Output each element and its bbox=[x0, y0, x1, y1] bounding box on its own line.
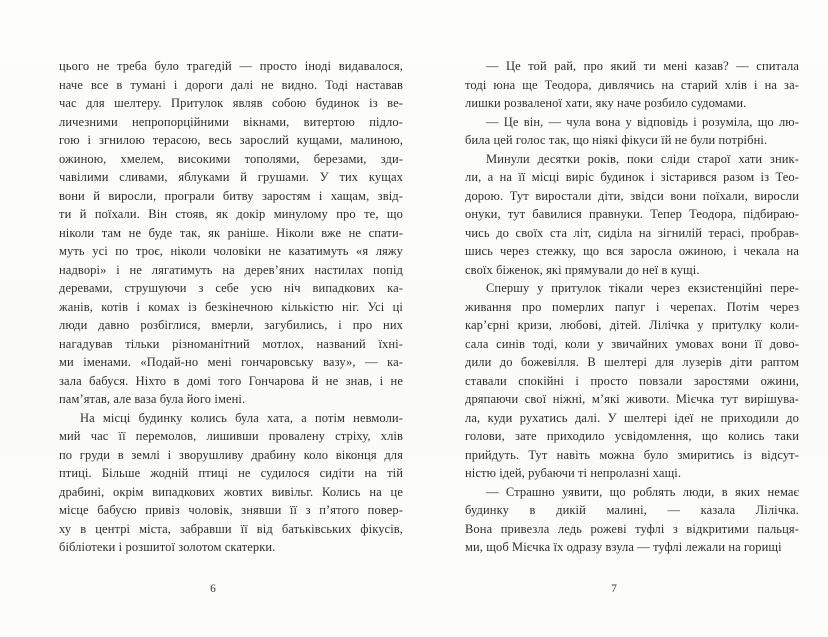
text-line: Вона привезла ледь рожеві туфлі з відкритими пальця- bbox=[465, 521, 799, 536]
text-line: прийдуть. Тут навіть можна було змиритись із відсут- bbox=[465, 447, 799, 462]
text-line: била цей голос так, що ніякі фікуси їй не були потрібні. bbox=[465, 133, 768, 147]
text-line: дили до божевілля. В шелтері для лузерів діти раптом bbox=[465, 355, 799, 369]
right-page bbox=[465, 0, 799, 637]
text-line: нагадував тільки різноманітний мотлох, названий їхні- bbox=[59, 336, 403, 351]
paragraph bbox=[465, 113, 799, 150]
text-line: наче все в тумані і дороги далі не видно. Тоді наставав bbox=[59, 77, 403, 92]
text-line: — Страшно уявити, що роблять люди, в яких немає bbox=[486, 484, 799, 499]
paragraph bbox=[465, 57, 799, 113]
text-line: ністю ідей, рубаючи ті непролазні хащі. bbox=[465, 466, 682, 480]
text-line: дряпаючи свої ніжні, м’які животи. Мієчка тут вирішува- bbox=[465, 392, 799, 406]
text-line: лишки розваленої хати, яку наче розбило судомами. bbox=[465, 96, 747, 110]
text-line: місце бабусю привіз чоловік, знявши її з п’ятого повер- bbox=[59, 503, 403, 517]
text-line: Спершу у притулок тікали через екзистенційні пере- bbox=[486, 281, 799, 295]
text-line: сала синів тоді, коли у звичайних умовах вони її дово- bbox=[465, 336, 799, 351]
paragraph bbox=[59, 409, 403, 557]
left-page-text bbox=[59, 57, 403, 557]
text-line: пам’ятав, але ваза була його імені. bbox=[59, 392, 246, 406]
paragraph bbox=[59, 57, 403, 409]
text-line: ожиною, хмелем, високими тополями, березами, зди- bbox=[59, 151, 403, 166]
page-number-left: 6 bbox=[210, 582, 216, 595]
text-line: голови, зате приходило усвідомлення, що колись таки bbox=[465, 429, 799, 443]
text-line: личезними непропорційними вікнами, витертою підло- bbox=[59, 114, 403, 129]
text-line: гою і згнилою терасою, весь зарослий кущами, малиною, bbox=[59, 133, 403, 147]
text-line: живання про померлих папуг і черепах. Потім через bbox=[465, 299, 799, 314]
text-line: зала бабуся. Ніхто в домі того Гончарова й не знав, і не bbox=[59, 373, 403, 388]
text-line: шись через стежку, що вся заросла ожиною, і чекала на bbox=[465, 244, 799, 258]
text-line: цього не треба було трагедій — просто іноді видавалося, bbox=[59, 59, 403, 73]
paragraph bbox=[465, 150, 799, 280]
text-line: онуки, тут бавилися правнуки. Тепер Теодора, підбираю- bbox=[465, 207, 799, 221]
text-line: ми, щоб Мієчка їх одразу взула — туфлі лежали на горищі bbox=[465, 540, 782, 554]
text-line: На місці будинку колись була хата, а потім невмоли- bbox=[80, 410, 403, 425]
text-line: люди давно розбіглися, вмерли, загубились, і про них bbox=[59, 318, 403, 332]
text-line: кар’єрні кризи, любові, дітей. Лілічка у притулку коли- bbox=[465, 318, 799, 332]
text-line: ла, куди рухатись далі. У шелтері ідеї не приходили до bbox=[465, 410, 799, 425]
text-line: чавілими сливами, яблуками й грушами. У тих кущах bbox=[59, 170, 403, 184]
paragraph bbox=[465, 279, 799, 483]
paragraph bbox=[465, 483, 799, 557]
text-line: жанів, котів і комах із безкінечною кількістю ніг. Усі ці bbox=[59, 299, 403, 314]
text-line: ніколи там не буде так, як раніше. Ніколи вже не спати- bbox=[59, 225, 403, 240]
text-line: надворі» і не лягатимуть на дерев’яних настилах попід bbox=[59, 262, 403, 277]
page-number-right: 7 bbox=[611, 582, 617, 595]
text-line: ли, а на її місці виріс будинок і зістарився разом із Тео- bbox=[465, 170, 799, 184]
text-line: вони й виросли, програли битву заростям і хащам, звід- bbox=[59, 188, 403, 203]
text-line: ху в центрі міста, забравши її від батьківських фікусів, bbox=[59, 521, 403, 536]
left-page bbox=[59, 0, 403, 637]
text-line: будинку в дикій малині, — казала Лілічка. bbox=[465, 503, 799, 517]
text-line: птиці. Більше жодній птиці не судилося сидіти на тій bbox=[59, 466, 403, 480]
text-line: своїх біженок, які прямували до неї в кущі. bbox=[465, 262, 700, 277]
text-line: ставали спокійні і просто повзали заростями ожини, bbox=[465, 373, 799, 388]
text-line: тоді юна ще Теодора, дивлячись на старий хлів і на за- bbox=[465, 77, 799, 92]
text-line: — Це він, — чула вона у відповідь і розуміла, що лю- bbox=[486, 114, 799, 129]
text-line: час для шелтеру. Притулок являв собою будинок із ве- bbox=[59, 96, 403, 110]
text-line: драбині, окрім випадкових жовтих вивільг. Колись на це bbox=[59, 484, 403, 499]
text-line: по груди в землі і зворушливу драбину коло віконця для bbox=[59, 447, 403, 462]
text-line: — Це той рай, про який ти мені казав? — спитала bbox=[486, 59, 799, 73]
text-line: Минули десятки років, поки сліди старої хати зник- bbox=[486, 151, 799, 166]
text-line: ми іменами. «Подай-но мені гончаровську вазу», — ка- bbox=[59, 355, 403, 369]
text-line: муть усі по троє, ніколи чоловіки не казатимуть «я ляжу bbox=[59, 244, 403, 258]
text-line: мий час її перемолов, лишивши провалену стріху, хлів bbox=[59, 429, 403, 443]
text-line: ти й поїхали. Він стояв, як докір минулому про те, що bbox=[59, 207, 403, 221]
text-line: бібліотеки і розшитої золотом скатерки. bbox=[59, 540, 276, 554]
text-line: чись до своїх ста літ, сиділа на зігнилій терасі, пробрав- bbox=[465, 225, 799, 240]
right-page-text bbox=[465, 57, 799, 557]
text-line: дорою. Тут виростали діти, звідси вони поїхали, виросли bbox=[465, 188, 799, 203]
text-line: деревами, струшуючи з себе усю ніч випадкових ка- bbox=[59, 281, 403, 295]
